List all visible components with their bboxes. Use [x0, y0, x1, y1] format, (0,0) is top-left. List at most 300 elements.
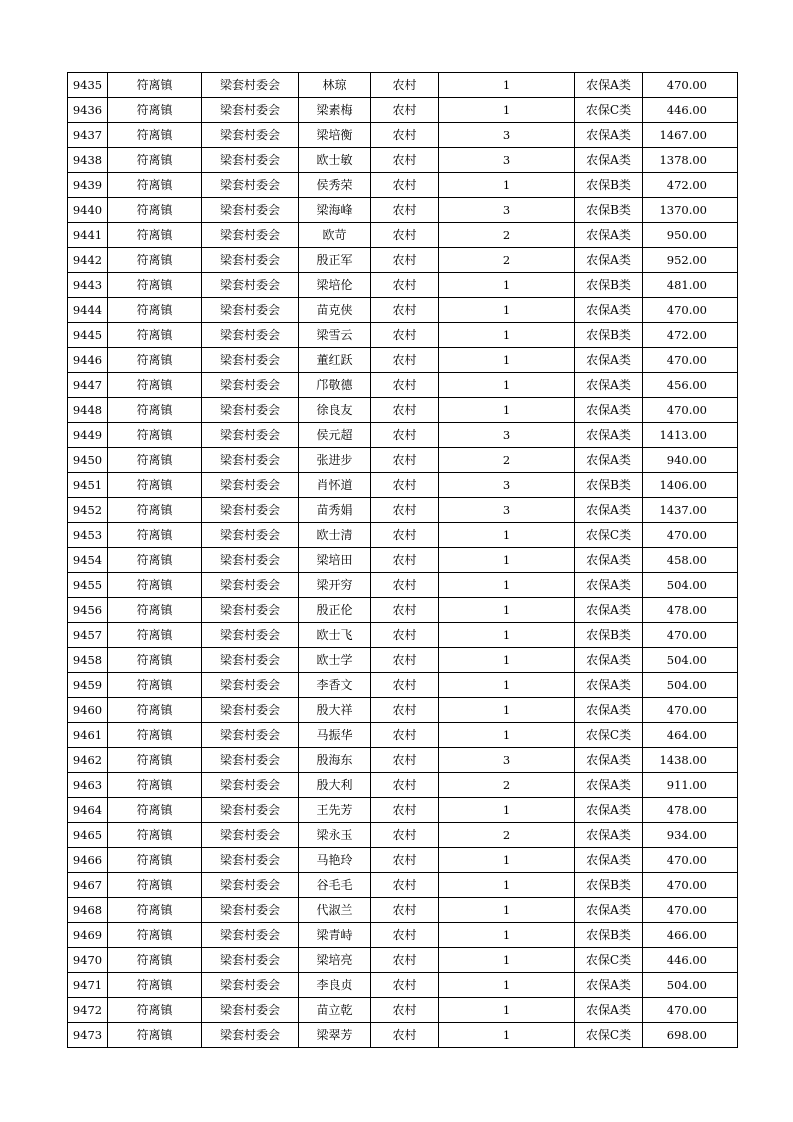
- name-cell: 梁培衡: [299, 123, 371, 148]
- name-cell: 侯秀荣: [299, 173, 371, 198]
- row-number: 9472: [68, 998, 108, 1023]
- amount-cell: 911.00: [643, 773, 738, 798]
- name-cell: 林琼: [299, 73, 371, 98]
- table-row: [68, 98, 738, 123]
- household-type-cell: 农村: [371, 873, 439, 898]
- town-cell: 符离镇: [108, 873, 202, 898]
- town-cell: 符离镇: [108, 648, 202, 673]
- household-size-cell: 3: [439, 123, 575, 148]
- household-size-cell: 2: [439, 823, 575, 848]
- village-committee-cell: 梁套村委会: [202, 998, 299, 1023]
- table-row: [68, 773, 738, 798]
- amount-cell: 952.00: [643, 248, 738, 273]
- amount-cell: 464.00: [643, 723, 738, 748]
- insurance-class-cell: 农保B类: [575, 873, 643, 898]
- village-committee-cell: 梁套村委会: [202, 98, 299, 123]
- insurance-class-cell: 农保C类: [575, 98, 643, 123]
- household-type-cell: 农村: [371, 923, 439, 948]
- village-committee-cell: 梁套村委会: [202, 273, 299, 298]
- row-number: 9439: [68, 173, 108, 198]
- row-number: 9451: [68, 473, 108, 498]
- row-number: 9469: [68, 923, 108, 948]
- table-row: [68, 823, 738, 848]
- household-type-cell: 农村: [371, 448, 439, 473]
- village-committee-cell: 梁套村委会: [202, 398, 299, 423]
- table-row: [68, 173, 738, 198]
- row-number: 9465: [68, 823, 108, 848]
- village-committee-cell: 梁套村委会: [202, 798, 299, 823]
- insurance-class-cell: 农保A类: [575, 973, 643, 998]
- household-type-cell: 农村: [371, 573, 439, 598]
- row-number: 9452: [68, 498, 108, 523]
- table-row: [68, 298, 738, 323]
- village-committee-cell: 梁套村委会: [202, 523, 299, 548]
- village-committee-cell: 梁套村委会: [202, 373, 299, 398]
- village-committee-cell: 梁套村委会: [202, 873, 299, 898]
- town-cell: 符离镇: [108, 698, 202, 723]
- name-cell: 殷海东: [299, 748, 371, 773]
- household-type-cell: 农村: [371, 398, 439, 423]
- table-row: [68, 998, 738, 1023]
- household-size-cell: 3: [439, 473, 575, 498]
- town-cell: 符离镇: [108, 198, 202, 223]
- household-size-cell: 1: [439, 73, 575, 98]
- name-cell: 张进步: [299, 448, 371, 473]
- row-number: 9470: [68, 948, 108, 973]
- insurance-class-cell: 农保C类: [575, 948, 643, 973]
- insurance-class-cell: 农保C类: [575, 523, 643, 548]
- insurance-class-cell: 农保A类: [575, 498, 643, 523]
- household-type-cell: 农村: [371, 173, 439, 198]
- table-row: [68, 248, 738, 273]
- town-cell: 符离镇: [108, 473, 202, 498]
- insurance-class-cell: 农保C类: [575, 723, 643, 748]
- name-cell: 谷毛毛: [299, 873, 371, 898]
- household-type-cell: 农村: [371, 473, 439, 498]
- amount-cell: 470.00: [643, 848, 738, 873]
- insurance-class-cell: 农保A类: [575, 373, 643, 398]
- insurance-class-cell: 农保A类: [575, 823, 643, 848]
- household-size-cell: 1: [439, 673, 575, 698]
- row-number: 9456: [68, 598, 108, 623]
- household-size-cell: 1: [439, 948, 575, 973]
- insurance-class-cell: 农保A类: [575, 673, 643, 698]
- amount-cell: 934.00: [643, 823, 738, 848]
- household-type-cell: 农村: [371, 198, 439, 223]
- insurance-class-cell: 农保C类: [575, 1023, 643, 1048]
- amount-cell: 1437.00: [643, 498, 738, 523]
- household-type-cell: 农村: [371, 623, 439, 648]
- amount-cell: 950.00: [643, 223, 738, 248]
- row-number: 9436: [68, 98, 108, 123]
- name-cell: 梁永玉: [299, 823, 371, 848]
- name-cell: 梁雪云: [299, 323, 371, 348]
- row-number: 9455: [68, 573, 108, 598]
- amount-cell: 504.00: [643, 573, 738, 598]
- household-type-cell: 农村: [371, 648, 439, 673]
- village-committee-cell: 梁套村委会: [202, 573, 299, 598]
- town-cell: 符离镇: [108, 298, 202, 323]
- town-cell: 符离镇: [108, 1023, 202, 1048]
- household-size-cell: 2: [439, 448, 575, 473]
- household-type-cell: 农村: [371, 123, 439, 148]
- row-number: 9460: [68, 698, 108, 723]
- row-number: 9458: [68, 648, 108, 673]
- village-committee-cell: 梁套村委会: [202, 948, 299, 973]
- insurance-class-cell: 农保A类: [575, 248, 643, 273]
- table-row: [68, 548, 738, 573]
- village-committee-cell: 梁套村委会: [202, 198, 299, 223]
- insurance-class-cell: 农保B类: [575, 323, 643, 348]
- name-cell: 徐良友: [299, 398, 371, 423]
- household-size-cell: 3: [439, 423, 575, 448]
- amount-cell: 1438.00: [643, 748, 738, 773]
- row-number: 9443: [68, 273, 108, 298]
- household-size-cell: 3: [439, 148, 575, 173]
- amount-cell: 1378.00: [643, 148, 738, 173]
- village-committee-cell: 梁套村委会: [202, 323, 299, 348]
- table-row: [68, 423, 738, 448]
- household-size-cell: 2: [439, 773, 575, 798]
- table-body: [68, 73, 738, 1048]
- table-row: [68, 948, 738, 973]
- insurance-class-cell: 农保A类: [575, 223, 643, 248]
- name-cell: 邝敬德: [299, 373, 371, 398]
- town-cell: 符离镇: [108, 823, 202, 848]
- household-size-cell: 1: [439, 873, 575, 898]
- village-committee-cell: 梁套村委会: [202, 623, 299, 648]
- table-row: [68, 648, 738, 673]
- household-type-cell: 农村: [371, 898, 439, 923]
- town-cell: 符离镇: [108, 173, 202, 198]
- household-type-cell: 农村: [371, 723, 439, 748]
- name-cell: 欧士敏: [299, 148, 371, 173]
- table-row: [68, 673, 738, 698]
- amount-cell: 698.00: [643, 1023, 738, 1048]
- household-size-cell: 1: [439, 698, 575, 723]
- amount-cell: 1406.00: [643, 473, 738, 498]
- benefit-list-table: [67, 72, 738, 1048]
- village-committee-cell: 梁套村委会: [202, 648, 299, 673]
- insurance-class-cell: 农保A类: [575, 298, 643, 323]
- row-number: 9466: [68, 848, 108, 873]
- household-size-cell: 2: [439, 223, 575, 248]
- household-size-cell: 1: [439, 723, 575, 748]
- name-cell: 梁培田: [299, 548, 371, 573]
- village-committee-cell: 梁套村委会: [202, 123, 299, 148]
- town-cell: 符离镇: [108, 673, 202, 698]
- amount-cell: 470.00: [643, 623, 738, 648]
- household-size-cell: 1: [439, 1023, 575, 1048]
- table-row: [68, 973, 738, 998]
- amount-cell: 456.00: [643, 373, 738, 398]
- row-number: 9464: [68, 798, 108, 823]
- table-row: [68, 73, 738, 98]
- village-committee-cell: 梁套村委会: [202, 848, 299, 873]
- insurance-class-cell: 农保A类: [575, 898, 643, 923]
- town-cell: 符离镇: [108, 598, 202, 623]
- name-cell: 梁培伦: [299, 273, 371, 298]
- amount-cell: 472.00: [643, 323, 738, 348]
- village-committee-cell: 梁套村委会: [202, 148, 299, 173]
- table-row: [68, 223, 738, 248]
- household-size-cell: 1: [439, 648, 575, 673]
- name-cell: 欧士飞: [299, 623, 371, 648]
- table-row: [68, 148, 738, 173]
- row-number: 9445: [68, 323, 108, 348]
- village-committee-cell: 梁套村委会: [202, 973, 299, 998]
- name-cell: 李香文: [299, 673, 371, 698]
- amount-cell: 446.00: [643, 948, 738, 973]
- town-cell: 符离镇: [108, 723, 202, 748]
- name-cell: 侯元超: [299, 423, 371, 448]
- insurance-class-cell: 农保A类: [575, 648, 643, 673]
- row-number: 9467: [68, 873, 108, 898]
- household-type-cell: 农村: [371, 1023, 439, 1048]
- amount-cell: 478.00: [643, 798, 738, 823]
- household-type-cell: 农村: [371, 823, 439, 848]
- insurance-class-cell: 农保A类: [575, 448, 643, 473]
- name-cell: 殷正军: [299, 248, 371, 273]
- amount-cell: 470.00: [643, 298, 738, 323]
- insurance-class-cell: 农保A类: [575, 998, 643, 1023]
- household-type-cell: 农村: [371, 698, 439, 723]
- household-size-cell: 3: [439, 198, 575, 223]
- name-cell: 李良贞: [299, 973, 371, 998]
- household-size-cell: 1: [439, 348, 575, 373]
- table-row: [68, 573, 738, 598]
- insurance-class-cell: 农保B类: [575, 273, 643, 298]
- table-row: [68, 198, 738, 223]
- name-cell: 梁青峙: [299, 923, 371, 948]
- town-cell: 符离镇: [108, 573, 202, 598]
- name-cell: 欧士清: [299, 523, 371, 548]
- table-row: [68, 323, 738, 348]
- household-size-cell: 1: [439, 998, 575, 1023]
- amount-cell: 940.00: [643, 448, 738, 473]
- town-cell: 符离镇: [108, 998, 202, 1023]
- village-committee-cell: 梁套村委会: [202, 223, 299, 248]
- village-committee-cell: 梁套村委会: [202, 448, 299, 473]
- household-type-cell: 农村: [371, 348, 439, 373]
- household-size-cell: 3: [439, 748, 575, 773]
- town-cell: 符离镇: [108, 448, 202, 473]
- town-cell: 符离镇: [108, 623, 202, 648]
- table-row: [68, 448, 738, 473]
- insurance-class-cell: 农保A类: [575, 748, 643, 773]
- table-row: [68, 873, 738, 898]
- row-number: 9440: [68, 198, 108, 223]
- table-row: [68, 598, 738, 623]
- household-size-cell: 1: [439, 523, 575, 548]
- table-row: [68, 923, 738, 948]
- household-size-cell: 1: [439, 598, 575, 623]
- amount-cell: 470.00: [643, 398, 738, 423]
- household-type-cell: 农村: [371, 323, 439, 348]
- town-cell: 符离镇: [108, 548, 202, 573]
- insurance-class-cell: 农保A类: [575, 348, 643, 373]
- table-row: [68, 698, 738, 723]
- household-size-cell: 1: [439, 848, 575, 873]
- household-type-cell: 农村: [371, 673, 439, 698]
- village-committee-cell: 梁套村委会: [202, 548, 299, 573]
- household-size-cell: 1: [439, 298, 575, 323]
- household-type-cell: 农村: [371, 298, 439, 323]
- name-cell: 梁开穷: [299, 573, 371, 598]
- town-cell: 符离镇: [108, 748, 202, 773]
- household-type-cell: 农村: [371, 598, 439, 623]
- amount-cell: 504.00: [643, 673, 738, 698]
- insurance-class-cell: 农保B类: [575, 923, 643, 948]
- household-size-cell: 1: [439, 373, 575, 398]
- amount-cell: 470.00: [643, 348, 738, 373]
- town-cell: 符离镇: [108, 798, 202, 823]
- town-cell: 符离镇: [108, 373, 202, 398]
- row-number: 9463: [68, 773, 108, 798]
- household-size-cell: 1: [439, 273, 575, 298]
- row-number: 9448: [68, 398, 108, 423]
- insurance-class-cell: 农保A类: [575, 698, 643, 723]
- insurance-class-cell: 农保A类: [575, 848, 643, 873]
- insurance-class-cell: 农保A类: [575, 423, 643, 448]
- village-committee-cell: 梁套村委会: [202, 348, 299, 373]
- town-cell: 符离镇: [108, 923, 202, 948]
- name-cell: 殷大祥: [299, 698, 371, 723]
- insurance-class-cell: 农保A类: [575, 598, 643, 623]
- household-type-cell: 农村: [371, 848, 439, 873]
- name-cell: 殷正伦: [299, 598, 371, 623]
- town-cell: 符离镇: [108, 98, 202, 123]
- town-cell: 符离镇: [108, 348, 202, 373]
- row-number: 9473: [68, 1023, 108, 1048]
- household-size-cell: 3: [439, 498, 575, 523]
- household-type-cell: 农村: [371, 498, 439, 523]
- household-type-cell: 农村: [371, 998, 439, 1023]
- household-type-cell: 农村: [371, 98, 439, 123]
- village-committee-cell: 梁套村委会: [202, 748, 299, 773]
- table-row: [68, 898, 738, 923]
- table-row: [68, 123, 738, 148]
- amount-cell: 446.00: [643, 98, 738, 123]
- name-cell: 殷大利: [299, 773, 371, 798]
- village-committee-cell: 梁套村委会: [202, 923, 299, 948]
- table-row: [68, 373, 738, 398]
- town-cell: 符离镇: [108, 223, 202, 248]
- row-number: 9449: [68, 423, 108, 448]
- household-type-cell: 农村: [371, 773, 439, 798]
- row-number: 9435: [68, 73, 108, 98]
- table-row: [68, 348, 738, 373]
- name-cell: 马振华: [299, 723, 371, 748]
- amount-cell: 481.00: [643, 273, 738, 298]
- insurance-class-cell: 农保B类: [575, 198, 643, 223]
- village-committee-cell: 梁套村委会: [202, 173, 299, 198]
- table-row: [68, 798, 738, 823]
- amount-cell: 1467.00: [643, 123, 738, 148]
- village-committee-cell: 梁套村委会: [202, 898, 299, 923]
- name-cell: 苗克侠: [299, 298, 371, 323]
- name-cell: 梁培亮: [299, 948, 371, 973]
- row-number: 9468: [68, 898, 108, 923]
- village-committee-cell: 梁套村委会: [202, 248, 299, 273]
- household-size-cell: 1: [439, 548, 575, 573]
- name-cell: 代淑兰: [299, 898, 371, 923]
- table-row: [68, 1023, 738, 1048]
- row-number: 9447: [68, 373, 108, 398]
- table-row: [68, 473, 738, 498]
- household-type-cell: 农村: [371, 273, 439, 298]
- insurance-class-cell: 农保B类: [575, 623, 643, 648]
- amount-cell: 478.00: [643, 598, 738, 623]
- amount-cell: 458.00: [643, 548, 738, 573]
- household-size-cell: 1: [439, 898, 575, 923]
- village-committee-cell: 梁套村委会: [202, 298, 299, 323]
- household-type-cell: 农村: [371, 223, 439, 248]
- table-row: [68, 398, 738, 423]
- village-committee-cell: 梁套村委会: [202, 673, 299, 698]
- table-row: [68, 848, 738, 873]
- household-type-cell: 农村: [371, 798, 439, 823]
- household-type-cell: 农村: [371, 548, 439, 573]
- amount-cell: 1413.00: [643, 423, 738, 448]
- household-size-cell: 1: [439, 323, 575, 348]
- row-number: 9437: [68, 123, 108, 148]
- row-number: 9462: [68, 748, 108, 773]
- town-cell: 符离镇: [108, 848, 202, 873]
- name-cell: 梁翠芳: [299, 1023, 371, 1048]
- town-cell: 符离镇: [108, 898, 202, 923]
- table-row: [68, 748, 738, 773]
- row-number: 9454: [68, 548, 108, 573]
- household-type-cell: 农村: [371, 373, 439, 398]
- amount-cell: 504.00: [643, 973, 738, 998]
- household-type-cell: 农村: [371, 73, 439, 98]
- name-cell: 欧士学: [299, 648, 371, 673]
- row-number: 9471: [68, 973, 108, 998]
- amount-cell: 470.00: [643, 73, 738, 98]
- town-cell: 符离镇: [108, 973, 202, 998]
- insurance-class-cell: 农保A类: [575, 573, 643, 598]
- household-type-cell: 农村: [371, 523, 439, 548]
- amount-cell: 1370.00: [643, 198, 738, 223]
- table-row: [68, 623, 738, 648]
- table-row: [68, 273, 738, 298]
- insurance-class-cell: 农保B类: [575, 173, 643, 198]
- town-cell: 符离镇: [108, 498, 202, 523]
- row-number: 9453: [68, 523, 108, 548]
- village-committee-cell: 梁套村委会: [202, 498, 299, 523]
- town-cell: 符离镇: [108, 523, 202, 548]
- table-row: [68, 723, 738, 748]
- town-cell: 符离镇: [108, 73, 202, 98]
- table-row: [68, 498, 738, 523]
- amount-cell: 504.00: [643, 648, 738, 673]
- household-type-cell: 农村: [371, 248, 439, 273]
- household-type-cell: 农村: [371, 748, 439, 773]
- village-committee-cell: 梁套村委会: [202, 1023, 299, 1048]
- household-size-cell: 1: [439, 173, 575, 198]
- town-cell: 符离镇: [108, 273, 202, 298]
- row-number: 9457: [68, 623, 108, 648]
- name-cell: 欧苛: [299, 223, 371, 248]
- insurance-class-cell: 农保A类: [575, 773, 643, 798]
- household-size-cell: 2: [439, 248, 575, 273]
- household-size-cell: 1: [439, 573, 575, 598]
- name-cell: 王先芳: [299, 798, 371, 823]
- table-row: [68, 523, 738, 548]
- insurance-class-cell: 农保A类: [575, 123, 643, 148]
- name-cell: 梁素梅: [299, 98, 371, 123]
